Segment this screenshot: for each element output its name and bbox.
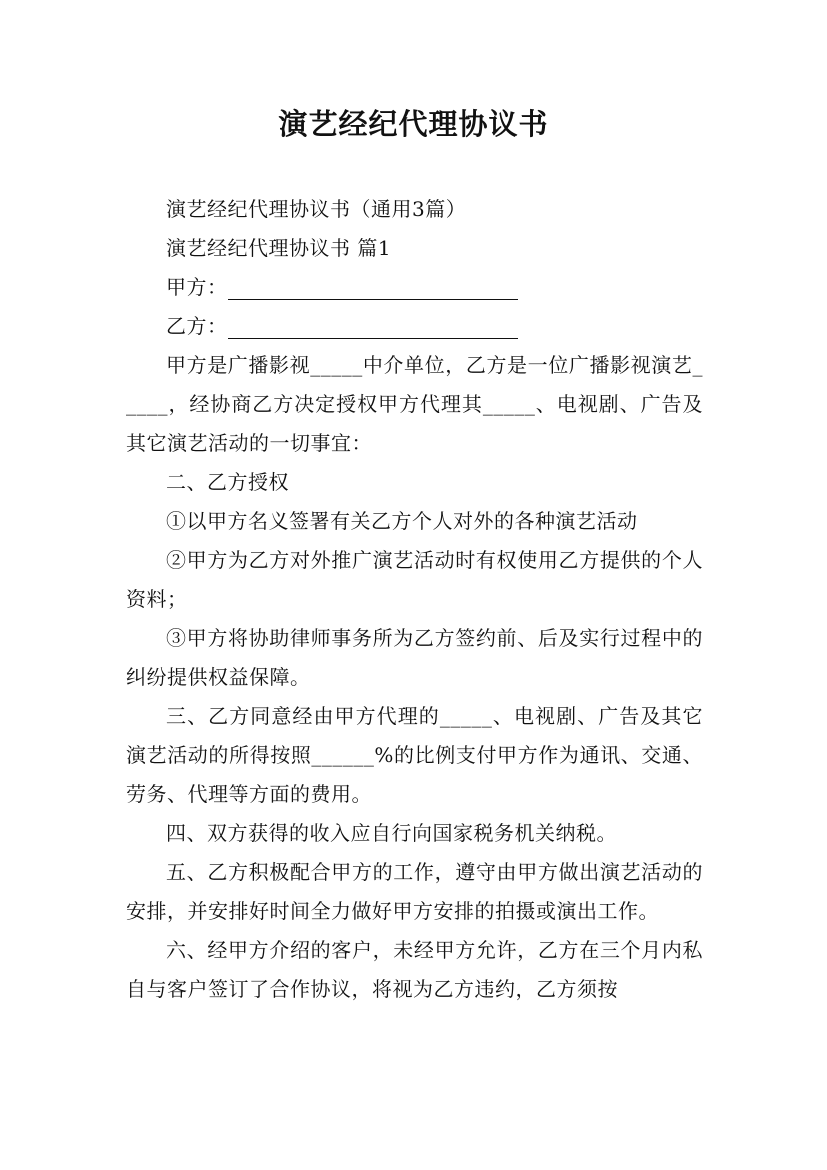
paragraph-party-b	[126, 307, 703, 346]
party-a-label: 甲方：	[166, 275, 228, 299]
party-b-label: 乙方：	[166, 314, 228, 338]
document-title: 演艺经纪代理协议书	[278, 107, 549, 141]
party-b-blank-line	[228, 316, 518, 339]
paragraph-clause-6: 六、经甲方介绍的客户，未经甲方允许，乙方在三个月内私自与客户签订了合作协议，将视为乙方违约，乙方须按	[126, 938, 703, 1001]
paragraph-subtitle: 演艺经纪代理协议书（通用3篇）	[166, 197, 467, 221]
paragraph-clause-3: 三、乙方同意经由甲方代理的_____、电视剧、广告及其它演艺活动的所得按照______%的比例支付甲方作为通讯、交通、劳务、代理等方面的费用。	[126, 704, 703, 806]
document-body	[126, 190, 703, 1009]
paragraph-section-heading: 演艺经纪代理协议书 篇1	[166, 236, 392, 260]
paragraph-preamble: 甲方是广播影视_____中介单位，乙方是一位广播影视演艺_____，经协商乙方决定授权甲方代理其_____、电视剧、广告及其它演艺活动的一切事宜：	[126, 353, 703, 455]
paragraph-clause-2-item-3: ③甲方将协助律师事务所为乙方签约前、后及实行过程中的纠纷提供权益保障。	[126, 626, 703, 689]
paragraph-clause-2-item-1: ①以甲方名义签署有关乙方个人对外的各种演艺活动	[166, 509, 638, 533]
paragraph-clause-2: 二、乙方授权	[166, 470, 289, 494]
paragraph-clause-4: 四、双方获得的收入应自行向国家税务机关纳税。	[166, 821, 617, 845]
party-a-blank-line	[228, 277, 518, 300]
paragraph-clause-2-item-2: ②甲方为乙方对外推广演艺活动时有权使用乙方提供的个人资料；	[126, 548, 703, 611]
paragraph-party-a	[126, 268, 703, 307]
paragraph-clause-5: 五、乙方积极配合甲方的工作，遵守由甲方做出演艺活动的安排，并安排好时间全力做好甲方安排的拍摄或演出工作。	[126, 860, 703, 923]
